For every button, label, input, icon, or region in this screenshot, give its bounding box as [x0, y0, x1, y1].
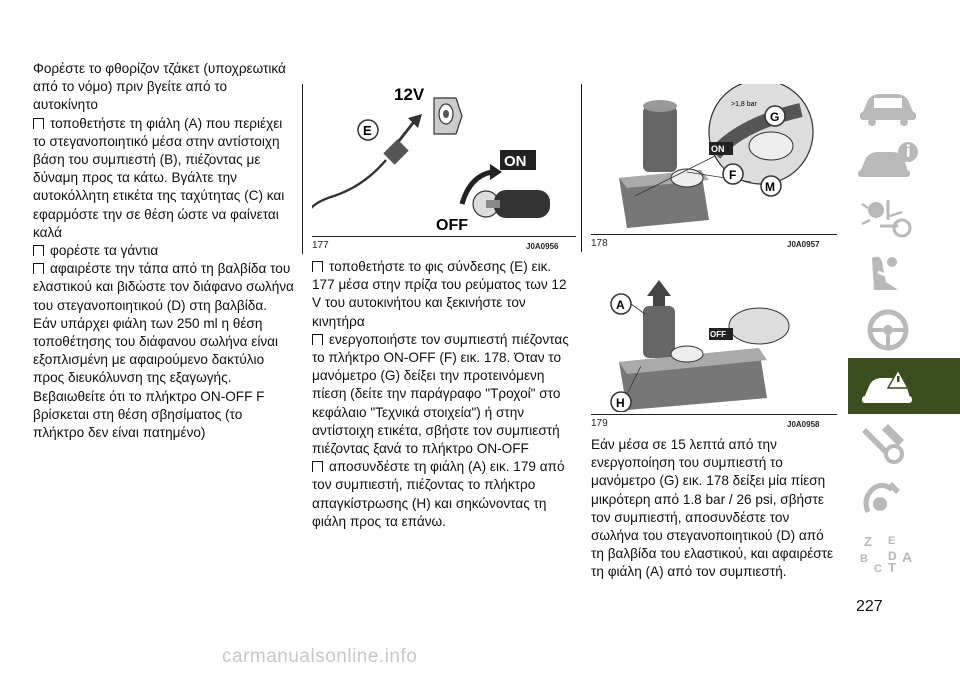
car-dashboard-icon	[858, 84, 918, 128]
label-on: ON	[504, 153, 527, 170]
paragraph: Εάν μέσα σε 15 λεπτά από την ενεργοποίηση του συμπιεστή το μανόμετρο (G) εικ. 178 δείξει μία πίεση μικρότερη από 1.8 bar / 26 psi, σβήστε τον συμπιεστή, αποσυνδέστε τον σωλήνα του στεγανοποιητικού (D) από τη βαλβίδα του ελαστικού, και αφαιρέστε τη φιάλη (A) από τον συμπιεστή.	[591, 437, 834, 580]
label-12v: 12V	[394, 85, 425, 104]
svg-text:Z: Z	[864, 534, 872, 549]
bullet-marker-icon	[312, 461, 323, 472]
label-off: OFF	[436, 217, 468, 234]
bullet-item: ενεργοποιήστε τον συμπιεστή πιέζοντας το πλήκτρο ON-OFF (F) εικ. 178. Όταν το μανόμετρο (G) δείξει την προτεινόμενη πίεση (δείτε την παράγραφο "Τροχοί" στο κεφάλαιο "Τεχνικά στοιχεία") ή στην αντίστοιχη ετικέτα, σβήστε τον συμπιεστή πιέζοντας ξανά το πλήκτρο ON-OFF	[312, 331, 569, 457]
bullet-marker-icon	[312, 334, 323, 345]
svg-text:E: E	[888, 535, 896, 547]
label-m: M	[765, 180, 775, 194]
figure-code: J0A0956	[526, 242, 559, 251]
svg-text:B: B	[860, 553, 868, 565]
tab-maintenance[interactable]	[848, 414, 960, 470]
svg-text:D: D	[888, 549, 897, 563]
bullet-marker-icon	[33, 245, 44, 256]
bottle-removal-illustration	[591, 270, 837, 412]
bullet-item: αποσυνδέστε τη φιάλη (A) εικ. 179 από τον συμπιεστή, πιέζοντας το πλήκτρο απαγκίστρωσης (H) και σηκώνοντας τη φιάλη προς τα επάνω.	[312, 459, 565, 529]
tab-index[interactable]	[848, 526, 960, 582]
label-on: ON	[711, 144, 725, 154]
column-divider	[581, 84, 582, 252]
figure-number: 178	[591, 238, 608, 249]
watermark: carmanualsonline.info	[222, 646, 418, 667]
bullet-marker-icon	[312, 261, 323, 272]
column-divider	[302, 84, 303, 254]
bullet-item: αφαιρέστε την τάπα από τη βαλβίδα του ελαστικού και βιδώστε τον διάφανο σωλήνα του στεγανοποιητικού (D) στη βαλβίδα.	[33, 261, 294, 313]
bullet-item: τοποθετήστε τη φιάλη (A) που περιέχει το στεγανοποιητικό μέσα στην αντίστοιχη βάση του συμπιεστή (B), πιέζοντας με δύναμη προς τα κάτω. Βγάλτε την αυτοκόλλητη ετικέτα της ταχύτητας (C) και εφαρμόστε την σε θέση ώστε να φαίνεται καλά	[33, 115, 285, 240]
label-a: A	[616, 298, 625, 312]
text-column-3	[591, 436, 839, 582]
tab-warning-lights[interactable]	[848, 190, 960, 246]
paragraph: Εάν υπάρχει φιάλη των 250 ml η θέση τοποθέτησης του διάφανου σωλήνα είναι εξοπλισμένη με αφαιρούμενο δακτύλιο προς διευκόλυνση της εξαγωγής. Βεβαιωθείτε ότι το πλήκτρο ON-OFF F βρίσκεται στη θέση σβησίματος (το πλήκτρο δεν είναι πατημένο)	[33, 315, 279, 441]
warning-lights-icon	[858, 196, 918, 240]
label-pressure: >1,8 bar	[731, 101, 757, 108]
seatbelt-safety-icon	[858, 252, 918, 296]
wrench-maintenance-icon	[858, 420, 918, 464]
figure-rule	[312, 236, 576, 237]
text-column-1	[33, 60, 295, 442]
svg-text:T: T	[888, 560, 896, 575]
bullet-item: τοποθετήστε το φις σύνδεσης (E) εικ. 177 μέσα στην πρίζα του ρεύματος των 12 V του αυτοκινήτου και ξεκινήστε τον κινητήρα	[312, 259, 567, 329]
label-h: H	[616, 396, 625, 410]
figure-code: J0A0958	[787, 420, 820, 429]
text-column-2	[312, 258, 574, 531]
tab-breakdown[interactable]	[848, 358, 960, 414]
breakdown-car-icon	[858, 364, 918, 408]
paragraph: Φορέστε το φθορίζον τζάκετ (υποχρεωτικά από το νόμο) πριν βγείτε από το αυτοκίνητο	[33, 61, 286, 113]
svg-text:A: A	[902, 549, 913, 565]
tab-car-info[interactable]	[848, 134, 960, 190]
tab-safety[interactable]	[848, 246, 960, 302]
car-info-icon	[858, 140, 918, 184]
svg-text:C: C	[874, 563, 882, 575]
tab-technical-data[interactable]	[848, 470, 960, 526]
socket-connection-illustration	[312, 84, 576, 244]
tab-car-dashboard[interactable]	[848, 78, 960, 134]
label-e: E	[363, 123, 372, 138]
figure-rule	[591, 414, 837, 415]
figure-number: 177	[312, 240, 329, 251]
bullet-item: φορέστε τα γάντια	[33, 242, 295, 260]
figure-179	[591, 270, 837, 430]
figure-177	[312, 84, 576, 254]
label-g: G	[770, 110, 780, 124]
bullet-marker-icon	[33, 118, 44, 129]
bullet-marker-icon	[33, 263, 44, 274]
tab-steering-wheel[interactable]	[848, 302, 960, 358]
figure-178	[591, 84, 837, 254]
figure-rule	[591, 234, 837, 235]
figure-code: J0A0957	[787, 240, 820, 249]
index-alphabet-icon	[858, 532, 918, 576]
steering-wheel-icon	[858, 308, 918, 352]
label-f: F	[729, 168, 737, 182]
page-number: 227	[856, 598, 883, 615]
compressor-on-illustration	[591, 84, 837, 236]
technical-data-icon	[858, 476, 918, 520]
label-off: OFF	[710, 330, 726, 339]
figure-number: 179	[591, 418, 608, 429]
